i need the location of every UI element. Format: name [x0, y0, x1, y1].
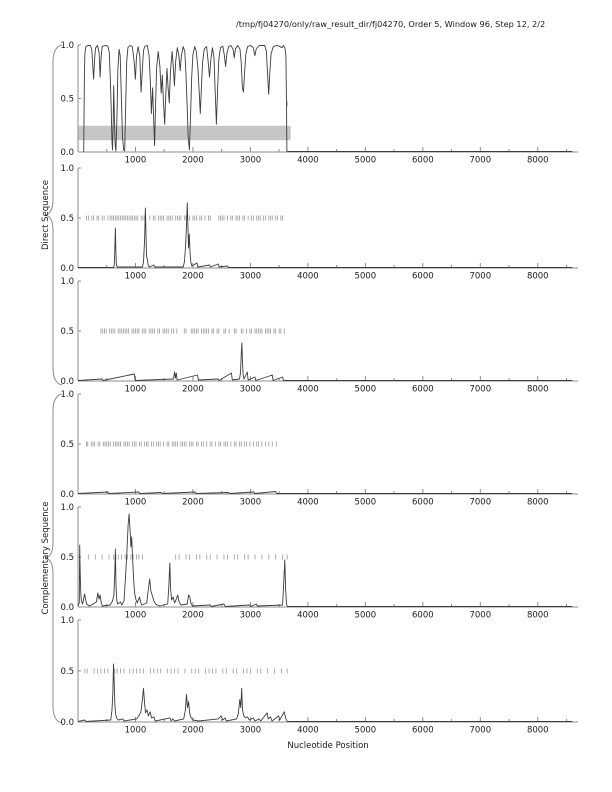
- x-tick-label: 2000: [182, 610, 204, 621]
- x-tick-label: 8000: [526, 725, 549, 736]
- x-tick-label: 5000: [354, 271, 377, 282]
- x-tick-label: 7000: [469, 384, 492, 395]
- y-tick-label: 0.5: [60, 553, 74, 563]
- x-tick-label: 3000: [239, 497, 262, 508]
- x-tick-label: 6000: [412, 725, 434, 736]
- y-tick-label: 1.0: [60, 616, 74, 626]
- panel-complementary-frame-2: [60, 503, 578, 621]
- x-tick-label: 1000: [124, 497, 147, 508]
- x-tick-label: 6000: [412, 497, 434, 508]
- y-tick-label: 1.0: [60, 164, 74, 174]
- y-tick-label: 0.5: [60, 94, 74, 105]
- x-tick-label: 7000: [469, 271, 492, 282]
- x-tick-label: 1000: [124, 155, 147, 166]
- y-tick-label: 0.0: [60, 603, 74, 613]
- coding-potential-curve: [78, 492, 572, 494]
- coding-potential-curve: [78, 514, 572, 607]
- x-tick-label: 4000: [297, 271, 319, 282]
- y-tick-label: 1.0: [60, 390, 74, 400]
- panel-direct-frame-1: [60, 41, 578, 166]
- x-tick-label: 2000: [182, 271, 204, 282]
- x-tick-label: 5000: [354, 610, 377, 621]
- x-tick-label: 8000: [526, 384, 549, 395]
- x-tick-label: 5000: [354, 497, 377, 508]
- y-tick-label: 0.0: [60, 264, 74, 274]
- y-tick-label: 0.5: [60, 440, 74, 450]
- coding-potential-curve: [78, 664, 572, 722]
- x-tick-label: 6000: [412, 155, 434, 166]
- x-tick-label: 5000: [354, 725, 377, 736]
- panel-complementary-frame-3: [60, 616, 578, 736]
- y-tick-label: 0.0: [60, 148, 74, 158]
- x-axis-title: Nucleotide Position: [287, 741, 369, 751]
- x-tick-label: 3000: [239, 271, 262, 282]
- y-tick-label: 0.5: [60, 667, 74, 677]
- x-tick-label: 4000: [297, 610, 319, 621]
- x-tick-label: 2000: [182, 155, 204, 166]
- y-tick-label: 0.5: [60, 327, 74, 337]
- x-tick-label: 3000: [239, 610, 262, 621]
- plot-title: /tmp/fj04270/only/raw_result_dir/fj04270, Order 5, Window 96, Step 12, 2/2: [236, 19, 546, 29]
- x-tick-label: 2000: [182, 725, 204, 736]
- y-tick-label: 1.0: [60, 41, 74, 51]
- x-tick-label: 1000: [124, 271, 147, 282]
- panel-direct-frame-3: [60, 277, 578, 395]
- x-tick-label: 4000: [297, 725, 319, 736]
- x-tick-label: 6000: [412, 271, 434, 282]
- x-tick-label: 1000: [124, 610, 147, 621]
- y-tick-label: 0.0: [60, 377, 74, 387]
- x-tick-label: 8000: [526, 610, 549, 621]
- x-tick-label: 7000: [469, 725, 492, 736]
- y-tick-label: 0.0: [60, 718, 74, 728]
- x-tick-label: 7000: [469, 497, 492, 508]
- x-tick-label: 5000: [354, 155, 377, 166]
- y-tick-label: 0.0: [60, 490, 74, 500]
- x-tick-label: 8000: [526, 155, 549, 166]
- x-tick-label: 7000: [469, 610, 492, 621]
- x-tick-label: 3000: [239, 384, 262, 395]
- complementary-sequence-label: Complementary Sequence: [41, 501, 51, 615]
- x-tick-label: 2000: [182, 497, 204, 508]
- x-tick-label: 3000: [239, 725, 262, 736]
- x-tick-label: 4000: [297, 497, 319, 508]
- x-tick-label: 4000: [297, 155, 319, 166]
- x-tick-label: 7000: [469, 155, 492, 166]
- coding-potential-curve: [78, 203, 572, 268]
- y-tick-label: 1.0: [60, 503, 74, 513]
- y-tick-label: 0.5: [60, 214, 74, 224]
- x-tick-label: 1000: [124, 725, 147, 736]
- panel-complementary-frame-1: [60, 390, 578, 508]
- x-tick-label: 2000: [182, 384, 204, 395]
- direct-sequence-label: Direct Sequence: [41, 179, 51, 251]
- x-tick-label: 4000: [297, 384, 319, 395]
- x-tick-label: 8000: [526, 271, 549, 282]
- x-tick-label: 1000: [124, 384, 147, 395]
- coding-potential-curve: [78, 343, 572, 381]
- y-tick-label: 1.0: [60, 277, 74, 287]
- x-tick-label: 6000: [412, 610, 434, 621]
- x-tick-label: 6000: [412, 384, 434, 395]
- panel-direct-frame-2: [60, 164, 578, 282]
- x-tick-label: 8000: [526, 497, 549, 508]
- predicted-region-band: [78, 126, 291, 140]
- x-tick-label: 5000: [354, 384, 377, 395]
- x-tick-label: 3000: [239, 155, 262, 166]
